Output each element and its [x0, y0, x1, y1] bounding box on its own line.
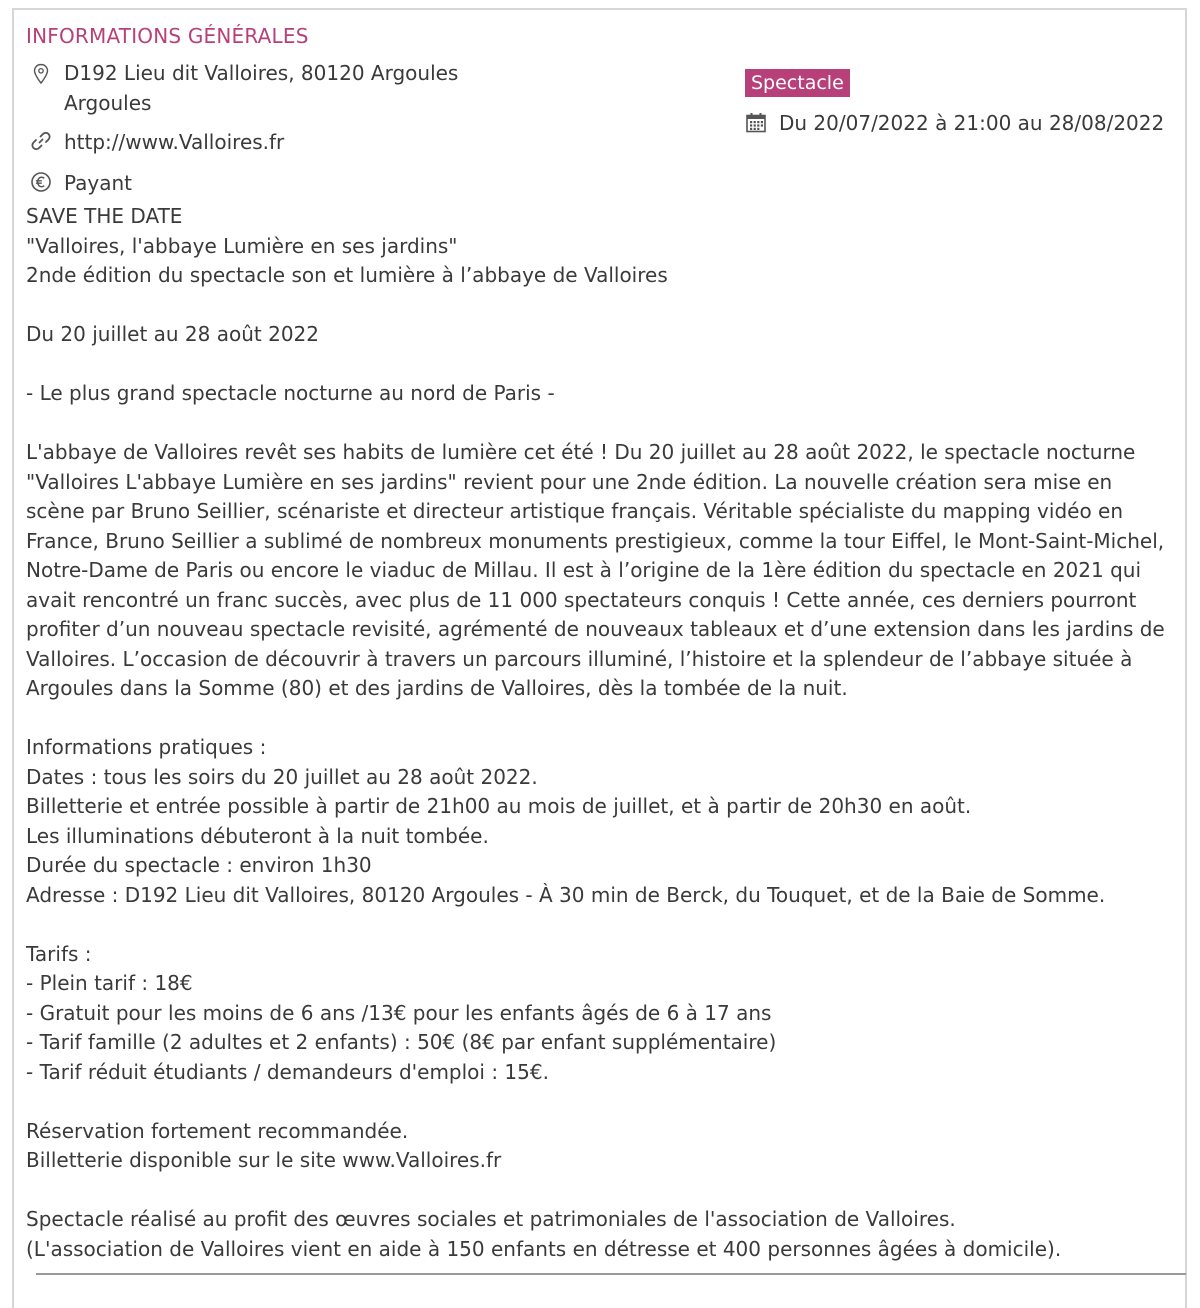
address-line1: D192 Lieu dit Valloires, 80120 Argoules — [64, 61, 459, 85]
website-row — [30, 127, 284, 157]
link-icon — [30, 130, 52, 152]
date-row — [745, 108, 1164, 138]
event-dates: Du 20/07/2022 à 21:00 au 28/08/2022 — [779, 111, 1165, 135]
section-title: INFORMATIONS GÉNÉRALES — [26, 24, 309, 48]
price-row — [30, 168, 132, 198]
price-label: Payant — [64, 171, 133, 195]
address-line2: Argoules — [64, 91, 152, 115]
map-pin-icon — [30, 63, 52, 85]
address-row — [30, 58, 458, 118]
calendar-icon — [745, 112, 767, 134]
category-badge[interactable]: Spectacle — [745, 69, 850, 97]
website-link[interactable]: http://www.Valloires.fr — [64, 130, 285, 154]
bottom-divider — [36, 1273, 1186, 1275]
event-description: SAVE THE DATE "Valloires, l'abbaye Lumière en ses jardins" 2nde édition du spectacle son et lumière à l’abbaye de Valloires Du 20 juillet au 28 août 2022 - Le plus grand spectacle nocturne au nord de Paris - L'abbaye de Valloires revêt ses habits de lumière cet été ! Du 20 juillet au 28 août 2022, le spectacle nocturne "Valloires L'abbaye Lumière en ses jardins" revient pour une 2nde édition. La nouvelle création sera mise en scène par Bruno Seillier, scénariste et directeur artistique français. Véritable spécialiste du mapping vidéo en France, Bruno Seillier a sublimé de nombreux monuments prestigieux, comme la tour Eiffel, le Mont-Saint-Michel, Notre-Dame de Paris ou encore le viaduc de Millau. Il est à l’origine de la 1ère édition du spectacle en 2021 qui avait rencontré un franc succès, avec plus de 11 000 spectateurs conquis ! Cette année, ces derniers pourront profiter d’un nouveau spectacle revisité, agrémenté de nouveaux tableaux et d’une extension dans les jardins de Valloires. L’occasion de découvrir à travers un parcours illuminé, l’histoire et la splendeur de l’abbaye située à Argoules dans la Somme (80) et des jardins de Valloires, dès la tombée de la nuit. Informations pratiques : Dates : tous les soirs du 20 juillet au 28 août 2022. Billetterie et entrée possible à partir de 21h00 au mois de juillet, et à partir de 20h30 en août. Les illuminations débuteront à la nuit tombée. Durée du spectacle : environ 1h30 Adresse : D192 Lieu dit Valloires, 80120 Argoules - À 30 min de Berck, du Touquet, et de la Baie de Somme. Tarifs : - Plein tarif : 18€ - Gratuit pour les moins de 6 ans /13€ pour les enfants âgés de 6 à 17 ans - Tarif famille (2 adultes et 2 enfants) : 50€ (8€ par enfant supplémentaire) - Tarif réduit étudiants / demandeurs d'emploi : 15€. Réservation fortement recommandée. Billetterie disponible sur le site www.Valloires.fr Spectacle réalisé au profit des œuvres sociales et patrimoniales de l'association de Valloires. (L'association de Valloires vient en aide à 150 enfants en détresse et 400 personnes âgées à domicile). — [26, 204, 1165, 1261]
euro-icon — [30, 171, 52, 193]
